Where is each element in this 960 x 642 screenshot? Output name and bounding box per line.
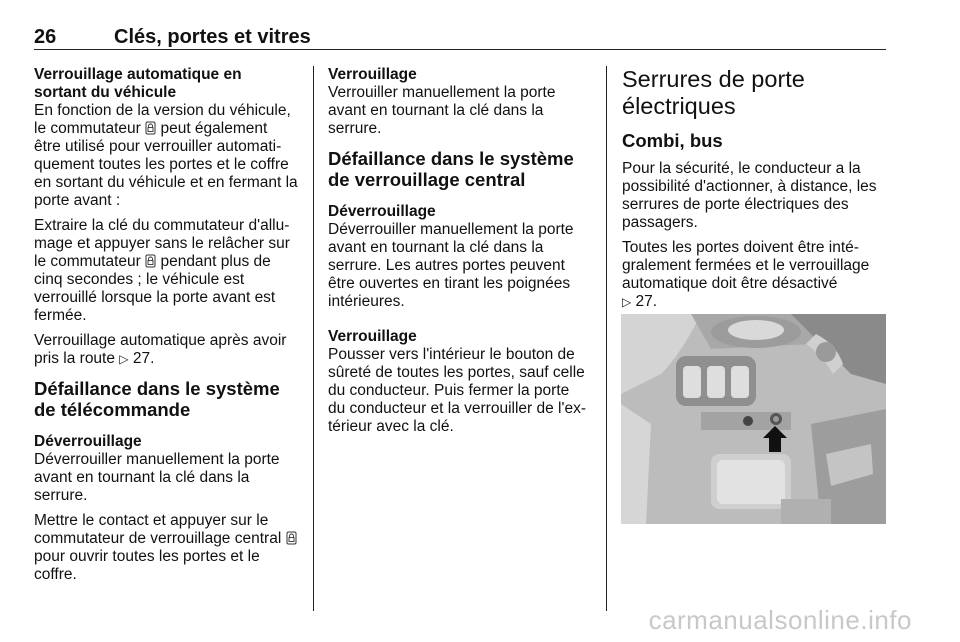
column-divider-1	[313, 66, 314, 611]
text: peut également être utilisé pour verrouiller automati‐quement toutes les portes et le coffre en sortant du véhicule et en fermant la porte avant :	[34, 120, 298, 209]
heading-central-lock-failure: Défaillance dans le système de verrouillage central	[328, 148, 574, 190]
page-reference-icon: ▷	[622, 295, 632, 309]
text: Verrouillage automatique après avoir pris la route	[34, 332, 287, 367]
paragraph	[34, 332, 298, 368]
text: Toutes les portes doivent être inté‐gralement fermées et le verrouillage automatique doit être désactivé	[622, 239, 870, 292]
paragraph: Déverrouiller manuellement la porte avant en tournant la clé dans la serrure.	[34, 451, 280, 504]
header-divider	[34, 49, 886, 50]
heading-lock: Verrouillage	[328, 66, 417, 83]
paragraph: Pousser vers l'intérieur le bouton de sûreté de toutes les portes, sauf celle du conducteur. Puis fermer la porte du conducteur et la verrouiller de l'ex‐térieur avec la clé.	[328, 346, 586, 435]
lock-switch-icon	[145, 254, 156, 268]
heading-auto-lock: Verrouillage automatique en sortant du véhicule	[34, 66, 242, 101]
lock-switch-icon	[145, 121, 156, 135]
column-2	[328, 66, 590, 443]
paragraph: Verrouiller manuellement la porte avant en tournant la clé dans la serrure.	[328, 84, 556, 137]
heading-combi-bus: Combi, bus	[622, 130, 723, 151]
dashboard-illustration	[621, 314, 886, 524]
page-reference[interactable]: 27.	[635, 293, 658, 310]
page-reference-icon: ▷	[119, 352, 129, 366]
text: Mettre le contact et appuyer sur le commutateur de verrouillage central	[34, 512, 282, 547]
paragraph	[34, 217, 298, 325]
dashboard-drawing	[621, 314, 886, 524]
heading-remote-failure: Défaillance dans le système de télécommande	[34, 378, 280, 420]
heading-unlock: Déverrouillage	[328, 203, 436, 220]
paragraph	[34, 512, 298, 584]
heading-electric-door-locks: Serrures de porte électriques	[622, 66, 805, 119]
text: pendant plus de cinq secondes ; le véhicule est verrouillé lorsque la porte avant est fermée.	[34, 253, 276, 324]
page-header	[34, 26, 886, 50]
text: En fonction de la version du véhicule, le commutateur	[34, 102, 291, 137]
watermark: carmanualsonline.info	[648, 605, 912, 635]
lock-switch-icon	[286, 531, 297, 545]
column-1	[34, 66, 298, 591]
text: pour ouvrir toutes les portes et le coffre.	[34, 548, 260, 583]
paragraph: Déverrouiller manuellement la porte avant en tournant la clé dans la serrure. Les autres portes peuvent être ouvertes en tirant les poignées intérieures.	[328, 221, 574, 310]
paragraph	[622, 239, 886, 311]
heading-unlock: Déverrouillage	[34, 433, 142, 450]
heading-lock: Verrouillage	[328, 328, 417, 345]
text: Extraire la clé du commutateur d'allu‐mage et appuyer sans le relâcher sur le commutateur	[34, 217, 290, 270]
column-3	[622, 66, 886, 318]
page-reference[interactable]: 27.	[132, 350, 155, 367]
page-number: 26	[34, 26, 57, 48]
column-divider-2	[606, 66, 607, 611]
paragraph	[34, 102, 298, 210]
page-title: Clés, portes et vitres	[114, 26, 311, 48]
paragraph: Pour la sécurité, le conducteur a la possibilité d'actionner, à distance, les serrures de porte électriques des passagers.	[622, 160, 877, 231]
